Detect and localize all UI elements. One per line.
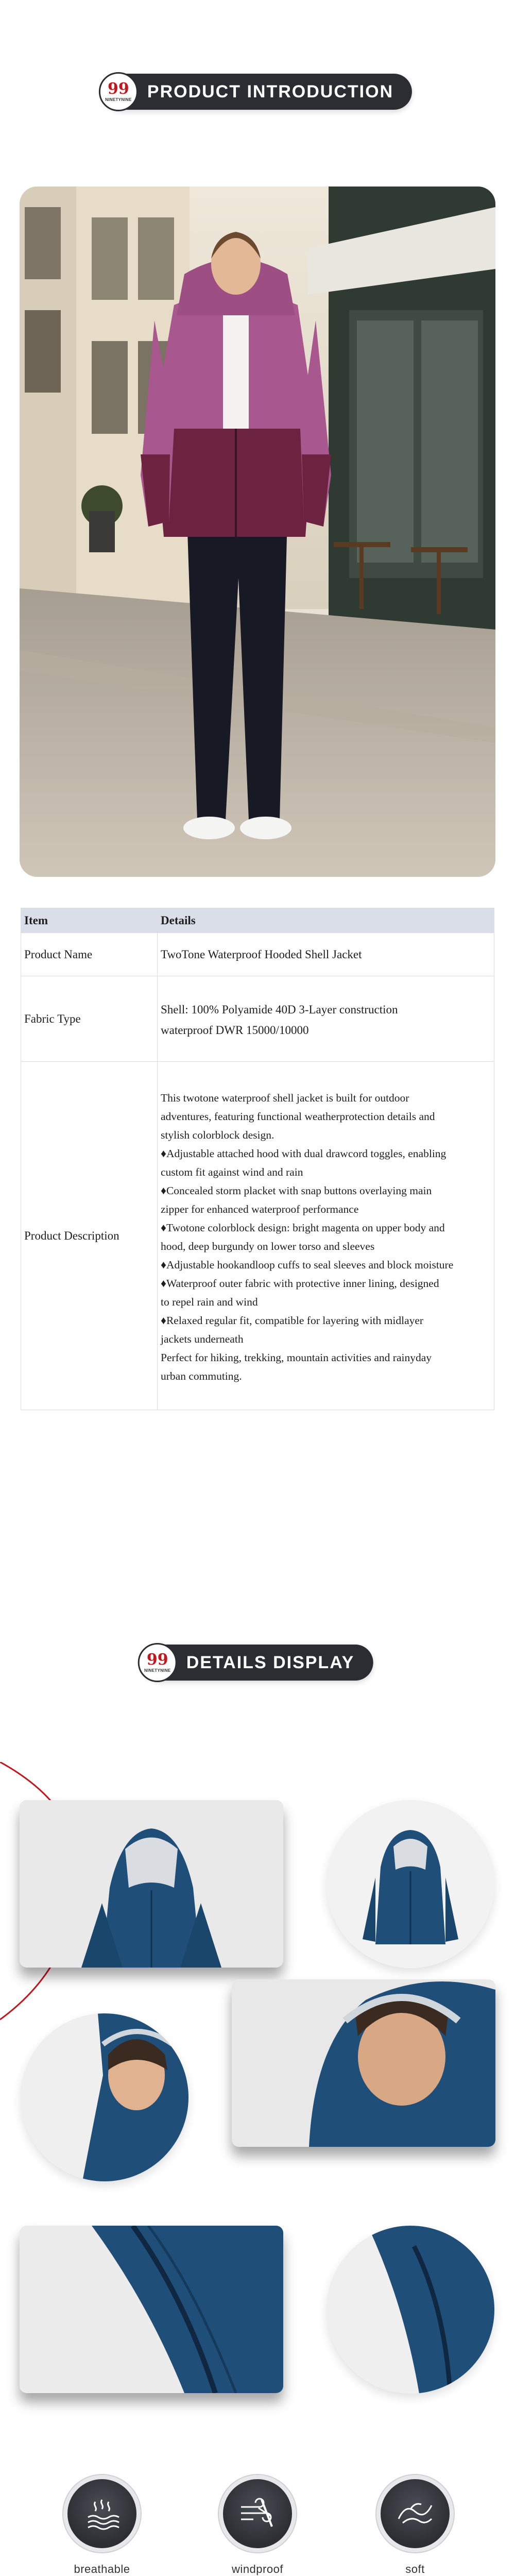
- detail-image-hood-circle: [21, 2013, 188, 2181]
- description-line: ♦Relaxed regular fit, compatible for layering with midlayer: [161, 1314, 424, 1327]
- product-description-label: Product Description: [21, 1062, 158, 1410]
- feature-label: soft: [405, 2563, 425, 2575]
- detail-image-zipper-circle: [327, 2226, 494, 2394]
- brand-logo-text: NINETYNINE: [105, 97, 132, 102]
- description-line: ♦Adjustable attached hood with dual drawcord toggles, enabling: [161, 1147, 447, 1160]
- feature-label: windproof: [232, 2563, 283, 2575]
- feature-breathable: [48, 2475, 156, 2576]
- fabric-line: waterproof DWR 15000/10000: [161, 1023, 309, 1037]
- description-line: to repel rain and wind: [161, 1295, 258, 1308]
- table-header-details: Details: [158, 908, 494, 933]
- description-line: ♦Concealed storm placket with snap buttons overlaying main: [161, 1184, 432, 1197]
- table-row: [21, 933, 494, 976]
- section-title: DETAILS DISPLAY: [186, 1652, 355, 1672]
- windproof-icon: [219, 2475, 296, 2552]
- detail-image-jacket-front: [20, 1800, 283, 1968]
- description-line: hood, deep burgundy on lower torso and sleeves: [161, 1240, 375, 1252]
- product-name-label: Product Name: [21, 933, 158, 976]
- feature-label: breathable: [74, 2563, 130, 2575]
- description-line: ♦Adjustable hookandloop cuffs to seal sleeves and block moisture: [161, 1258, 454, 1271]
- fabric-type-label: Fabric Type: [21, 976, 158, 1062]
- feature-windproof: [203, 2475, 312, 2576]
- brand-logo-number: 99: [108, 79, 129, 98]
- brand-logo-text: NINETYNINE: [144, 1668, 171, 1673]
- description-line: ♦Waterproof outer fabric with protective inner lining, designed: [161, 1277, 439, 1290]
- table-header-item: Item: [21, 908, 158, 933]
- product-description-value: [158, 1062, 494, 1410]
- description-line: stylish colorblock design.: [161, 1128, 274, 1141]
- description-line: adventures, featuring functional weatherprotection details and: [161, 1110, 435, 1123]
- description-line: This twotone waterproof shell jacket is built for outdoor: [161, 1091, 409, 1104]
- description-line: jackets underneath: [161, 1332, 244, 1345]
- breathable-icon: [63, 2475, 141, 2552]
- feature-soft: [361, 2475, 469, 2576]
- fabric-type-value: [158, 976, 494, 1062]
- description-line: zipper for enhanced waterproof performance: [161, 1202, 359, 1215]
- product-name-value: TwoTone Waterproof Hooded Shell Jacket: [158, 933, 494, 976]
- detail-image-zipper-closeup: [20, 2226, 283, 2393]
- detail-image-jacket-circle: [327, 1800, 494, 1968]
- fabric-line: Shell: 100% Polyamide 40D 3-Layer construction: [161, 1003, 398, 1016]
- description-line: custom fit against wind and rain: [161, 1165, 303, 1178]
- brand-logo-number: 99: [146, 1650, 168, 1669]
- section-title: PRODUCT INTRODUCTION: [147, 81, 394, 101]
- description-line: ♦Twotone colorblock design: bright magenta on upper body and: [161, 1221, 445, 1234]
- details-display-header: [142, 1645, 373, 1681]
- hero-product-photo: [20, 187, 495, 877]
- brand-logo: [99, 72, 138, 111]
- description-line: urban commuting.: [161, 1369, 242, 1382]
- product-spec-table: [21, 908, 494, 1410]
- table-row: [21, 1062, 494, 1410]
- soft-icon: [376, 2475, 454, 2552]
- description-line: Perfect for hiking, trekking, mountain activities and rainyday: [161, 1351, 432, 1364]
- table-row: [21, 976, 494, 1062]
- detail-image-hood-closeup: [232, 1979, 495, 2147]
- product-introduction-header: [103, 74, 412, 110]
- brand-logo: [138, 1643, 177, 1682]
